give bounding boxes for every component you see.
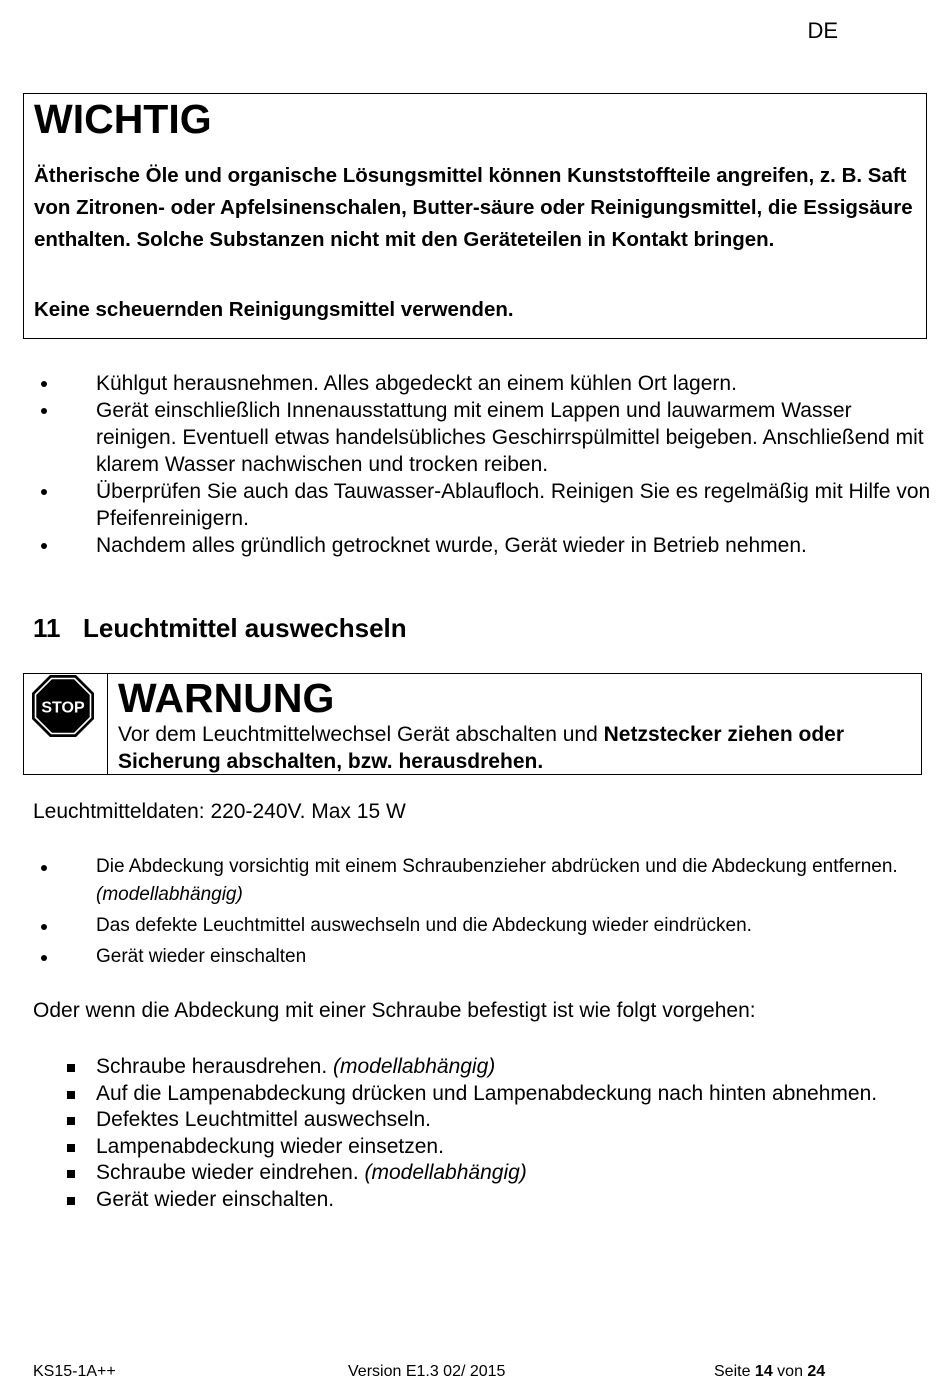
list-item: [32, 1081, 932, 1108]
footer-page-number: [714, 1363, 825, 1381]
list-item: [32, 912, 932, 940]
list-item: [32, 1160, 932, 1187]
stop-sign-icon: [31, 674, 95, 738]
footer-model: KS15-1A++: [33, 1363, 116, 1380]
step-text: Auf die Lampenabdeckung drücken und Lampenabdeckung nach hinten abnehmen.: [96, 1081, 878, 1105]
step-text: Schraube wieder eindrehen.: [96, 1161, 365, 1184]
step-text: Die Abdeckung vorsichtig mit einem Schraubenzieher abdrücken und die Abdeckung entfernen.: [96, 856, 898, 877]
alternative-intro: Oder wenn die Abdeckung mit einer Schraube befestigt ist wie folgt vorgehen:: [33, 999, 756, 1022]
page-current: 14: [754, 1363, 773, 1380]
list-item: [32, 943, 932, 971]
list-item: [32, 1187, 932, 1214]
important-paragraph-2: Keine scheuernden Reinigungsmittel verwenden.: [34, 298, 514, 321]
warning-text-bold: Netzstecker ziehen oder Sicherung abschalten, bzw. herausdrehen.: [118, 723, 845, 773]
list-item: [32, 1054, 932, 1081]
step-text: Das defekte Leuchtmittel auswechseln und die Abdeckung wieder eindrücken.: [96, 915, 752, 936]
list-item: Kühlgut herausnehmen. Alles abgedeckt an einem kühlen Ort lagern.: [32, 370, 932, 397]
list-item: Gerät einschließlich Innenausstattung mit einem Lappen und lauwarmem Wasser reinigen. Eventuell etwas handelsübliches Geschirrspülmittel beigeben. Anschließend mit klarem Wasser nachwischen und trocken reiben.: [32, 397, 932, 478]
step-text: Lampenabdeckung wieder einsetzen.: [96, 1134, 444, 1158]
step-note: (modellabhängig): [333, 1055, 496, 1078]
section-number: 11: [33, 613, 61, 643]
warning-text-normal: Vor dem Leuchtmittelwechsel Gerät abschalten und: [118, 723, 604, 746]
step-text: Defektes Leuchtmittel auswechseln.: [96, 1108, 432, 1131]
page-total: 24: [807, 1363, 826, 1380]
list-item: [32, 853, 932, 909]
language-code: DE: [807, 18, 838, 43]
warning-title: WARNUNG: [118, 675, 335, 721]
warning-text: [118, 721, 908, 775]
list-item: [32, 1134, 932, 1161]
lamp-replacement-steps: [32, 853, 932, 974]
step-text: Gerät wieder einschalten.: [96, 1187, 335, 1211]
warning-divider: [107, 674, 108, 774]
list-item: [32, 1107, 932, 1134]
step-note: (modellabhängig): [364, 1161, 527, 1184]
lamp-data: Leuchtmitteldaten: 220-240V. Max 15 W: [33, 800, 406, 823]
important-title: WICHTIG: [34, 96, 212, 142]
stop-sign-text: STOP: [41, 699, 85, 717]
list-item: Überprüfen Sie auch das Tauwasser-Ablaufloch. Reinigen Sie es regelmäßig mit Hilfe von Pfeifenreinigern.: [32, 478, 932, 532]
important-notice-box: [23, 93, 927, 339]
step-text: Schraube herausdrehen.: [96, 1055, 333, 1078]
section-heading: [33, 613, 407, 644]
footer-version: Version E1.3 02/ 2015: [348, 1363, 506, 1380]
section-title: Leuchtmittel auswechseln: [83, 613, 407, 643]
page-prefix: Seite: [714, 1363, 755, 1380]
page-mid: von: [772, 1363, 808, 1380]
screw-cover-steps: [32, 1054, 932, 1213]
step-text: Gerät wieder einschalten: [96, 946, 307, 967]
cleaning-instructions-list: [32, 370, 932, 559]
important-paragraph-1: Ätherische Öle und organische Lösungsmittel können Kunststoffteile angreifen, z. B. Saft von Zitronen- oder Apfelsinenschalen, Butter-säure oder Reinigungsmittel, die Essigsäure enthalten. Solche Substanzen nicht mit den Geräteteilen in Kontakt bringen.: [34, 164, 913, 251]
list-item: Nachdem alles gründlich getrocknet wurde, Gerät wieder in Betrieb nehmen.: [32, 532, 932, 559]
step-note: (modellabhängig): [96, 884, 243, 905]
warning-box: [23, 673, 922, 775]
